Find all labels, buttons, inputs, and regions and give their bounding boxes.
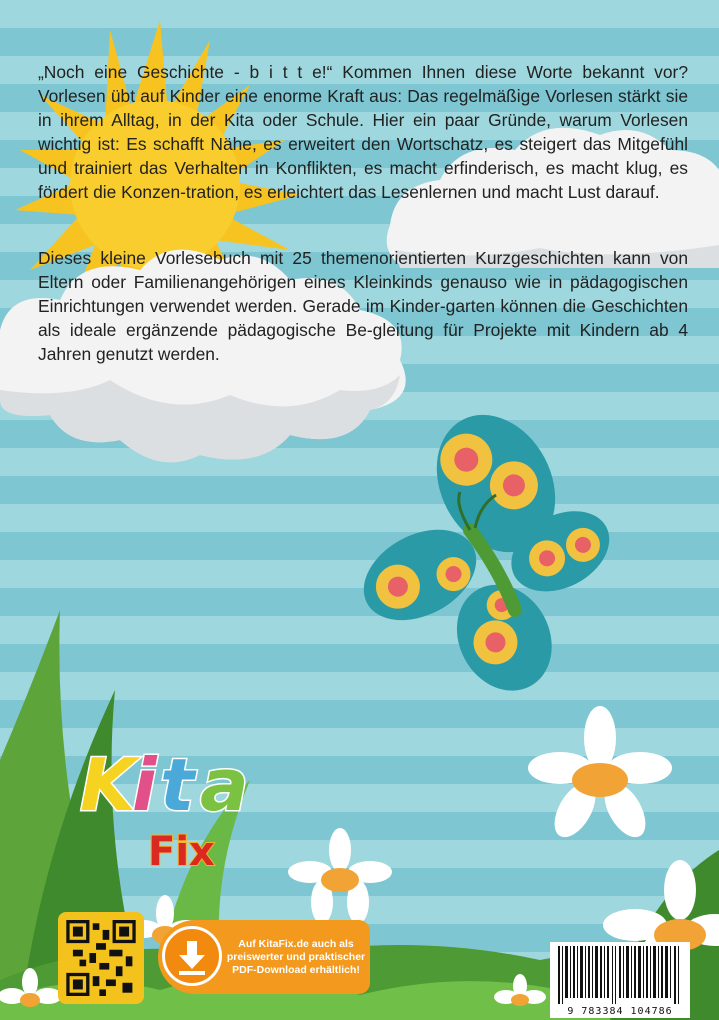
download-badge[interactable] (158, 920, 370, 994)
svg-text:i: i (132, 743, 157, 827)
butterfly (312, 384, 655, 736)
isbn-barcode (550, 942, 690, 1018)
download-arrow-icon (165, 929, 219, 983)
svg-text:a: a (200, 743, 249, 827)
description-paragraph-2: Dieses kleine Vorlesebuch mit 25 themenorientierten Kurzgeschichten kann von Eltern oder Familienangehörigen eines Kleinkinds genauso wie in pädagogischen Einrichtungen verwendet werden. Gerade im Kinder-garten können die Geschichten als ideale ergänzende pädagogische Be-gleitung für Projekte mit Kindern ab 4 Jahren genutzt werden. (38, 248, 688, 364)
isbn-number: 9 783384 104786 (550, 1006, 690, 1017)
description-paragraph-1: „Noch eine Geschichte - b i t t e!“ Kommen Ihnen diese Worte bekannt vor? Vorlesen übt auf Kinder eine enorme Kraft aus: Das regelmäßige Vorlesen stärkt sie in ihrem Alltag, in der Kita oder Schule. Hier ein paar Gründe, warum Vorlesen wichtig ist: Es schafft Nähe, es erweitert den Wortschatz, es steigert das Mitgefühl und trainiert das Verhalten in Konflikten, es macht erfinderisch, es macht klug, es fördert die Konzen-tration, es erleichtert das Lesenlernen und macht Lust darauf. (38, 62, 688, 202)
download-badge-text: Auf KitaFix.de auch als preiswerter und praktischer PDF-Download erhältlich! (226, 938, 366, 976)
svg-text:K: K (80, 743, 136, 827)
barcode-bars (550, 942, 690, 1004)
download-button[interactable] (162, 926, 222, 986)
svg-text:t: t (160, 743, 195, 827)
qr-code[interactable] (58, 912, 144, 1004)
qr-code-icon (66, 920, 136, 996)
svg-text:Fix: Fix (148, 829, 215, 875)
